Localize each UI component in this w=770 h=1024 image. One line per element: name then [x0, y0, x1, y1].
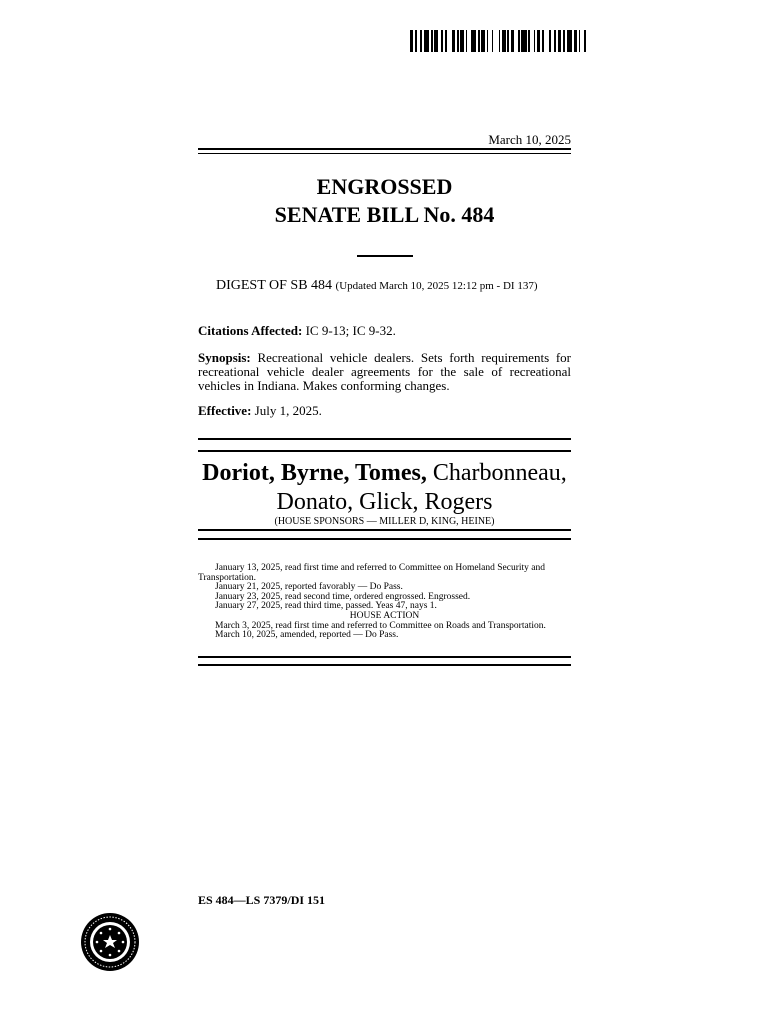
divider	[198, 656, 571, 658]
divider	[198, 148, 571, 150]
effective-label: Effective:	[198, 403, 252, 418]
divider	[198, 538, 571, 540]
state-seal-icon	[80, 912, 140, 972]
citations-text: IC 9-13; IC 9-32.	[305, 323, 396, 338]
co-sponsors-line1: Charbonneau,	[432, 460, 567, 486]
divider	[198, 153, 571, 154]
divider	[198, 438, 571, 440]
citations-label: Citations Affected:	[198, 323, 303, 338]
bill-title-line1: ENGROSSED	[316, 174, 453, 199]
bill-identifier: ES 484—LS 7379/DI 151	[198, 893, 326, 907]
title-underline	[357, 255, 413, 257]
history-entry: March 3, 2025, read first time and referred to Committee on Roads and Transportation.	[215, 620, 546, 631]
history-entry: January 21, 2025, reported favorably — Do Pass.	[215, 582, 403, 593]
history-entry: January 13, 2025, read first time and referred to Committee on Homeland Security and	[215, 563, 546, 573]
synopsis-label: Synopsis:	[198, 350, 251, 365]
history-entry: January 27, 2025, read third time, passed. Yeas 47, nays 1.	[215, 601, 437, 612]
co-sponsors-line2: Donato, Glick, Rogers	[276, 489, 493, 515]
effective-text: July 1, 2025.	[254, 403, 322, 418]
digest-heading	[216, 278, 537, 294]
barcode-icon	[410, 30, 588, 52]
digest-updated: (Updated March 10, 2025 12:12 pm - DI 137)	[335, 280, 538, 292]
house-sponsors: (HOUSE SPONSORS — MILLER D, KING, HEINE)	[274, 516, 495, 527]
divider	[198, 664, 571, 666]
history-entry: January 23, 2025, read second time, ordered engrossed. Engrossed.	[215, 591, 471, 602]
synopsis-text: Recreational vehicle dealers. Sets forth requirements for recreational vehicle dealer agreements for the sale of recreational vehicles in Indiana. Makes conforming changes.	[198, 350, 571, 393]
citations-affected	[198, 324, 571, 338]
synopsis	[198, 351, 571, 393]
history-entry-continued: Transportation.	[198, 572, 256, 583]
bill-title-line2: SENATE BILL No. 484	[274, 202, 495, 227]
legislative-history	[198, 564, 571, 641]
divider	[198, 529, 571, 531]
primary-sponsors: Doriot, Byrne, Tomes,	[202, 460, 427, 486]
house-action-heading: HOUSE ACTION	[349, 610, 420, 621]
sponsors-line1	[198, 458, 571, 488]
effective-date	[198, 404, 571, 418]
divider	[198, 450, 571, 452]
digest-label: DIGEST OF SB 484	[216, 278, 333, 293]
document-date: March 10, 2025	[488, 132, 571, 147]
history-entry: March 10, 2025, amended, reported — Do Pass.	[215, 630, 399, 641]
